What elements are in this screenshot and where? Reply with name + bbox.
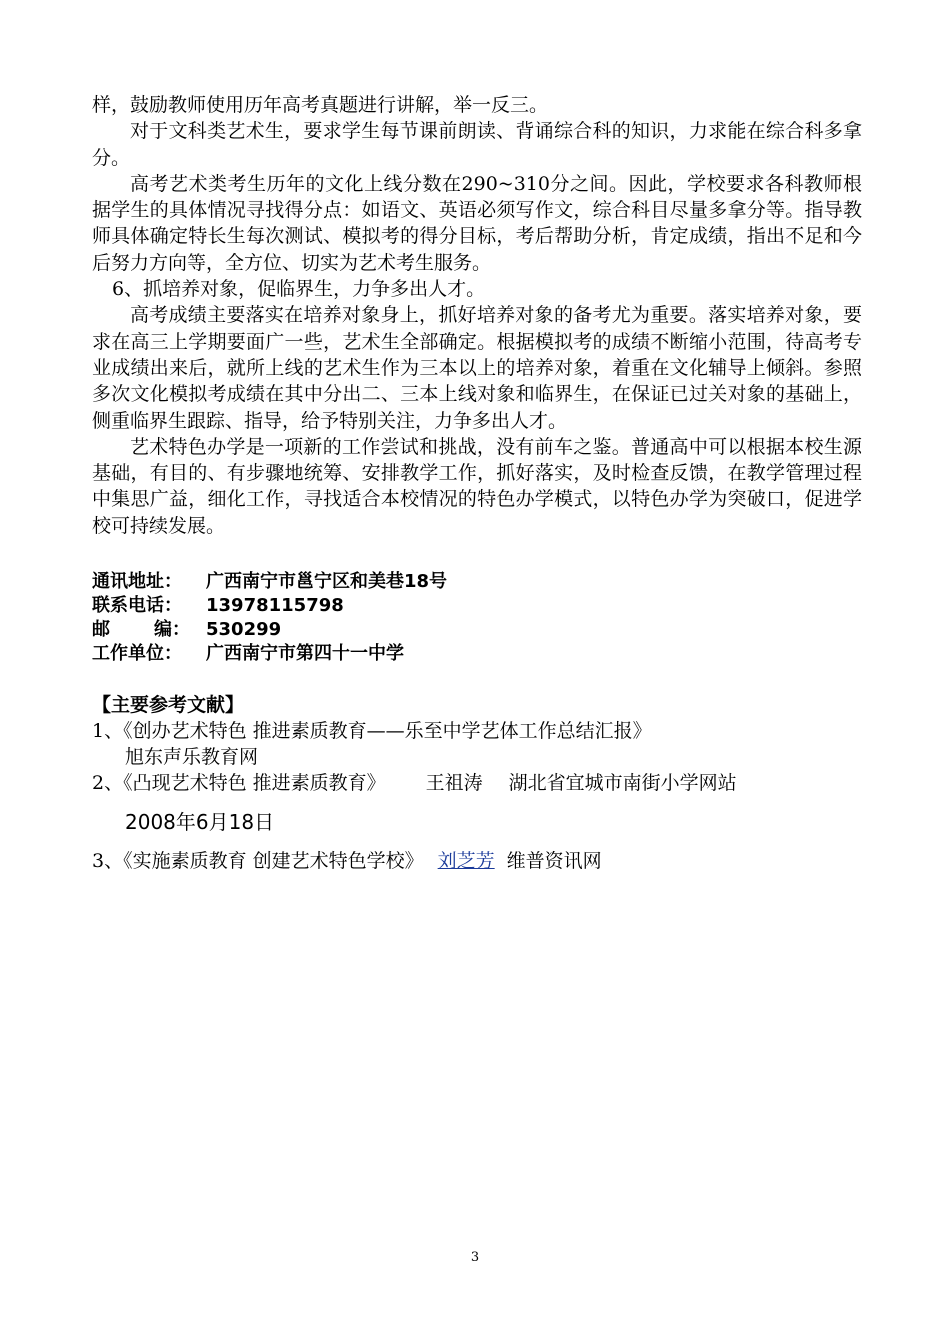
postcode-value: 530299 (206, 619, 282, 640)
reference-3 (92, 848, 872, 874)
contact-postcode-row (92, 618, 862, 642)
references-title: 【主要参考文献】 (92, 694, 245, 716)
reference-3-author-link[interactable]: 刘芝芳 (437, 850, 495, 872)
reference-3-source: 维普资讯网 (506, 850, 602, 872)
postcode-label-part-2: 编： (154, 619, 190, 640)
employer-label: 工作单位： (92, 643, 182, 664)
body-text (92, 92, 862, 539)
contact-employer-row (92, 642, 862, 666)
references-list (92, 718, 872, 874)
paragraph-liberal-arts: 对于文科类艺术生，要求学生每节课前朗读、背诵综合科的知识，力求能在综合科多拿分。 (92, 120, 862, 169)
address-value: 广西南宁市邕宁区和美巷18号 (206, 571, 448, 592)
contact-info (92, 570, 862, 666)
contact-phone-row (92, 594, 862, 618)
contact-address-row (92, 570, 862, 594)
reference-2 (92, 770, 872, 796)
section-heading-6: 6、抓培养对象，促临界生，力争多出人才。 (112, 278, 486, 301)
reference-2-source: 湖北省宜城市南街小学网站 (508, 772, 737, 794)
postcode-label (92, 618, 190, 642)
reference-3-title: 3、《实施素质教育 创建艺术特色学校》 (92, 850, 424, 872)
paragraph-score-line: 高考艺术类考生历年的文化上线分数在290~310分之间。因此，学校要求各科教师根据学生的具体情况寻找得分点：如语文、英语必须写作文，综合科目尽量多拿分等。指导教师具体确定特长生每次测试、模拟考的得分目标，考后帮助分析，肯定成绩，指出不足和今后努力方向等，全方位、切实为艺术考生服务。 (92, 172, 862, 274)
paragraph-conclusion: 艺术特色办学是一项新的工作尝试和挑战，没有前车之鉴。普通高中可以根据本校生源基础，有目的、有步骤地统筹、安排教学工作，抓好落实，及时检查反馈，在教学管理过程中集思广益，细化工作，寻找适合本校情况的特色办学模式，以特色办学为突破口，促进学校可持续发展。 (92, 435, 862, 537)
reference-2-date: 2008年6月18日 (125, 810, 275, 834)
address-label: 通讯地址： (92, 571, 182, 592)
paragraph-continued: 样，鼓励教师使用历年高考真题进行讲解，举一反三。 (92, 94, 549, 116)
reference-1-source: 旭东声乐教育网 (125, 746, 259, 768)
phone-value: 13978115798 (206, 595, 344, 616)
paragraph-training-targets: 高考成绩主要落实在培养对象身上，抓好培养对象的备考尤为重要。落实培养对象，要求在高三上学期要面广一些，艺术生全部确定。根据模拟考的成绩不断缩小范围，待高考专业成绩出来后，就所上线的艺术生作为三本以上的培养对象，着重在文化辅导上倾斜。参照多次文化模拟考成绩在其中分出二、三本上线对象和临界生，在保证已过关对象的基础上，侧重临界生跟踪、指导，给予特别关注，力争多出人才。 (92, 304, 862, 432)
reference-2-author: 王祖涛 (425, 772, 483, 794)
phone-label: 联系电话： (92, 595, 182, 616)
employer-value: 广西南宁市第四十一中学 (206, 643, 404, 664)
postcode-label-part-1: 邮 (92, 619, 110, 640)
reference-2-title: 2、《凸现艺术特色 推进素质教育》 (92, 772, 386, 794)
reference-1: 1、《创办艺术特色 推进素质教育——乐至中学艺体工作总结汇报》 (92, 720, 652, 742)
page-number: 3 (470, 1250, 480, 1265)
